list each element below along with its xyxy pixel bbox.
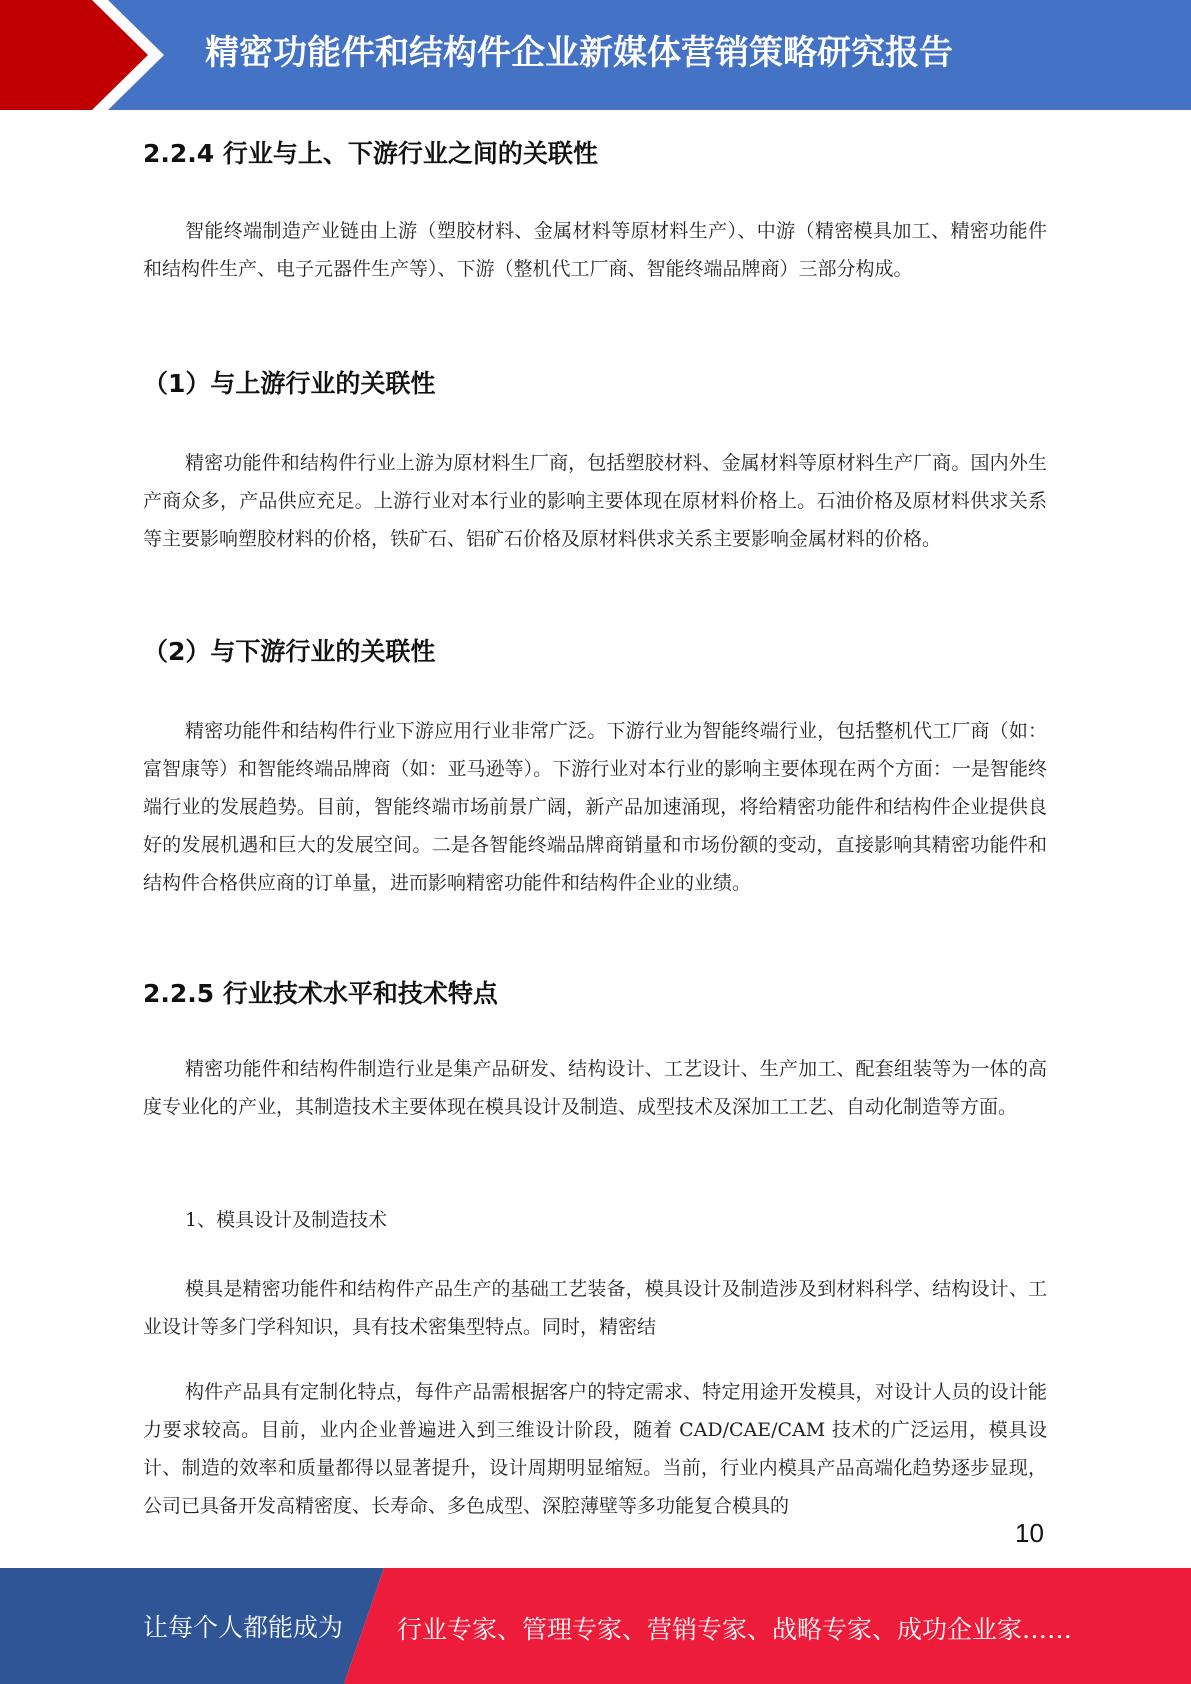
subheading-upstream: （1）与上游行业的关联性 (143, 369, 436, 398)
paragraph-upstream: 精密功能件和结构件行业上游为原材料生厂商，包括塑胶材料、金属材料等原材料生产厂商。国内外生产商众多，产品供应充足。上游行业对本行业的影响主要体现在原材料价格上。石油价格及原材料供求关系等主要影响塑胶材料的价格，铁矿石、铝矿石价格及原材料供求关系主要影响金属材料的价格。 (143, 452, 1047, 550)
paragraph-downstream: 精密功能件和结构件行业下游应用行业非常广泛。下游行业为智能终端行业，包括整机代工厂商（如：富智康等）和智能终端品牌商（如：亚马逊等）。下游行业对本行业的影响主要体现在两个方面：一是智能终端行业的发展趋势。目前，智能终端市场前景广阔，新产品加速涌现，将给精密功能件和结构件企业提供良好的发展机遇和巨大的发展空间。二是各智能终端品牌商销量和市场份额的变动，直接影响其精密功能件和结构件合格供应商的订单量，进而影响精密功能件和结构件企业的业绩。 (143, 720, 1047, 894)
paragraph-mold-b: 构件产品具有定制化特点，每件产品需根据客户的特定需求、特定用途开发模具，对设计人员的设计能力要求较高。目前，业内企业普遍进入到三维设计阶段，随着 CAD/CAE/CAM 技术的广泛运用，模具设计、制造的效率和质量都得以显著提升，设计周期明显缩短。当前，行业内模具产品高端化趋势逐步显现，公司已具备开发高精密度、长寿命、多色成型、深腔薄壁等多功能复合模具的 (143, 1381, 1047, 1517)
footer-slogan-left: 让每个人都能成为 (143, 1613, 344, 1642)
page-header (0, 0, 1191, 110)
section-heading-2-2-5: 2.2.5 行业技术水平和技术特点 (143, 979, 498, 1008)
paragraph-tech-overview: 精密功能件和结构件制造行业是集产品研发、结构设计、工艺设计、生产加工、配套组装等为一体的高度专业化的产业，其制造技术主要体现在模具设计及制造、成型技术及深加工工艺、自动化制造等方面。 (143, 1058, 1047, 1118)
section-heading-2-2-4: 2.2.4 行业与上、下游行业之间的关联性 (143, 139, 598, 168)
footer-slogan-right: 行业专家、管理专家、营销专家、战略专家、成功企业家…… (397, 1615, 1073, 1644)
subheading-downstream: （2）与下游行业的关联性 (143, 637, 436, 666)
list-item-title-mold: 1、模具设计及制造技术 (185, 1209, 388, 1231)
page-number: 10 (1015, 1518, 1044, 1548)
report-title: 精密功能件和结构件企业新媒体营销策略研究报告 (205, 33, 953, 73)
paragraph-mold-a: 模具是精密功能件和结构件产品生产的基础工艺装备，模具设计及制造涉及到材料科学、结构设计、工业设计等多门学科知识，具有技术密集型特点。同时，精密结 (143, 1278, 1047, 1338)
paragraph-industry-chain: 智能终端制造产业链由上游（塑胶材料、金属材料等原材料生产）、中游（精密模具加工、精密功能件和结构件生产、电子元器件生产等）、下游（整机代工厂商、智能终端品牌商）三部分构成。 (143, 220, 1047, 280)
